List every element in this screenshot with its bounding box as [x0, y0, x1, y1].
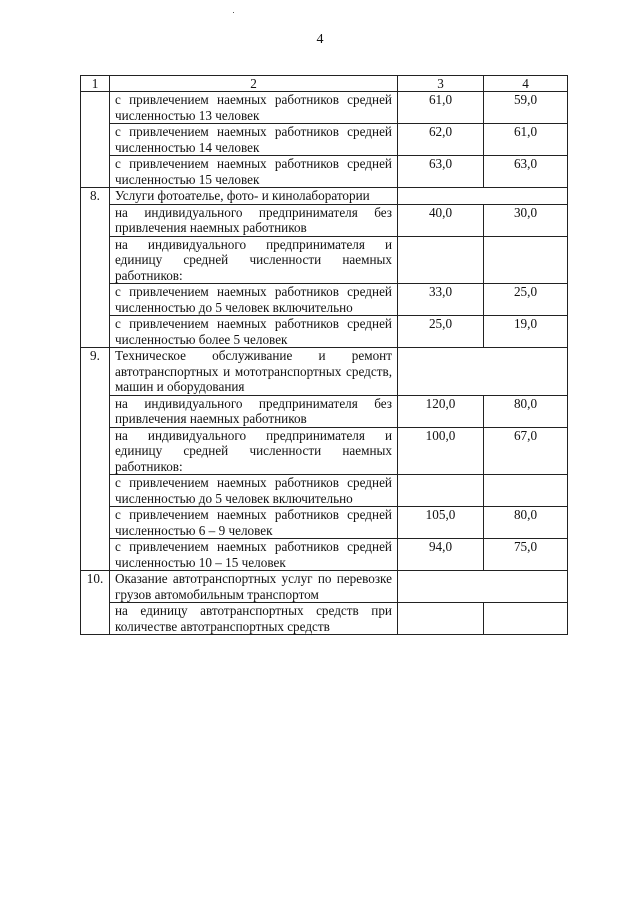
row-value-col3: 94,0 [398, 539, 484, 571]
table-row [81, 539, 568, 571]
row-value-col4: 19,0 [484, 316, 568, 348]
row-value-col4: 30,0 [484, 204, 568, 236]
row-description: Оказание автотранспортных услуг по перевозке грузов автомобильным транспортом [110, 571, 398, 603]
row-empty-values [398, 348, 568, 396]
row-description: с привлечением наемных работников средней численностью до 5 человек включительно [110, 284, 398, 316]
row-description: с привлечением наемных работников средней численностью более 5 человек [110, 316, 398, 348]
table-row [81, 124, 568, 156]
tariff-table [80, 75, 568, 635]
row-description: с привлечением наемных работников средней численностью 6 – 9 человек [110, 507, 398, 539]
header-col-4: 4 [484, 76, 568, 92]
row-value-col4: 80,0 [484, 395, 568, 427]
header-col-2: 2 [110, 76, 398, 92]
row-value-col4: 61,0 [484, 124, 568, 156]
row-value-col3: 105,0 [398, 507, 484, 539]
row-value-col4 [484, 603, 568, 635]
table-row [81, 92, 568, 124]
row-description: на индивидуального предпринимателя без привлечения наемных работников [110, 395, 398, 427]
row-description: на индивидуального предпринимателя и единицу средней численности наемных работников: [110, 236, 398, 284]
row-value-col3: 100,0 [398, 427, 484, 475]
row-value-col3: 25,0 [398, 316, 484, 348]
row-empty-values [398, 571, 568, 603]
table-row [81, 236, 568, 284]
row-value-col4: 67,0 [484, 427, 568, 475]
row-number: 9. [81, 348, 110, 571]
table-row [81, 348, 568, 396]
row-description: с привлечением наемных работников средней численностью 13 человек [110, 92, 398, 124]
row-empty-values [398, 188, 568, 205]
row-value-col4: 80,0 [484, 507, 568, 539]
row-value-col3: 62,0 [398, 124, 484, 156]
scan-speck [233, 12, 234, 13]
row-description: с привлечением наемных работников средней численностью 10 – 15 человек [110, 539, 398, 571]
table-row [81, 188, 568, 205]
row-description: Техническое обслуживание и ремонт автотранспортных и мототранспортных средств, машин и оборудования [110, 348, 398, 396]
row-description: с привлечением наемных работников средней численностью 14 человек [110, 124, 398, 156]
row-value-col4: 25,0 [484, 284, 568, 316]
row-value-col4 [484, 236, 568, 284]
table-row [81, 204, 568, 236]
row-value-col3 [398, 236, 484, 284]
row-value-col4: 63,0 [484, 156, 568, 188]
table-row [81, 603, 568, 635]
table-row [81, 475, 568, 507]
row-description: с привлечением наемных работников средней численностью 15 человек [110, 156, 398, 188]
row-value-col3 [398, 475, 484, 507]
table-row [81, 316, 568, 348]
row-description: на индивидуального предпринимателя без привлечения наемных работников [110, 204, 398, 236]
table-row [81, 507, 568, 539]
row-description: с привлечением наемных работников средней численностью до 5 человек включительно [110, 475, 398, 507]
row-description: на индивидуального предпринимателя и единицу средней численности наемных работников: [110, 427, 398, 475]
row-value-col4: 75,0 [484, 539, 568, 571]
row-description: на единицу автотранспортных средств при количестве автотранспортных средств [110, 603, 398, 635]
header-col-3: 3 [398, 76, 484, 92]
table-row [81, 284, 568, 316]
row-value-col3: 33,0 [398, 284, 484, 316]
row-value-col3 [398, 603, 484, 635]
page-number: 4 [316, 32, 324, 47]
row-value-col4: 59,0 [484, 92, 568, 124]
table-row [81, 156, 568, 188]
table-row [81, 427, 568, 475]
row-value-col3: 120,0 [398, 395, 484, 427]
row-number: 10. [81, 571, 110, 635]
row-number [81, 92, 110, 188]
table-row [81, 571, 568, 603]
row-value-col3: 63,0 [398, 156, 484, 188]
header-col-1: 1 [81, 76, 110, 92]
row-number: 8. [81, 188, 110, 348]
table-row [81, 395, 568, 427]
table-header-row [81, 76, 568, 92]
row-value-col4 [484, 475, 568, 507]
row-description: Услуги фотоателье, фото- и кинолаборатории [110, 188, 398, 205]
row-value-col3: 61,0 [398, 92, 484, 124]
row-value-col3: 40,0 [398, 204, 484, 236]
